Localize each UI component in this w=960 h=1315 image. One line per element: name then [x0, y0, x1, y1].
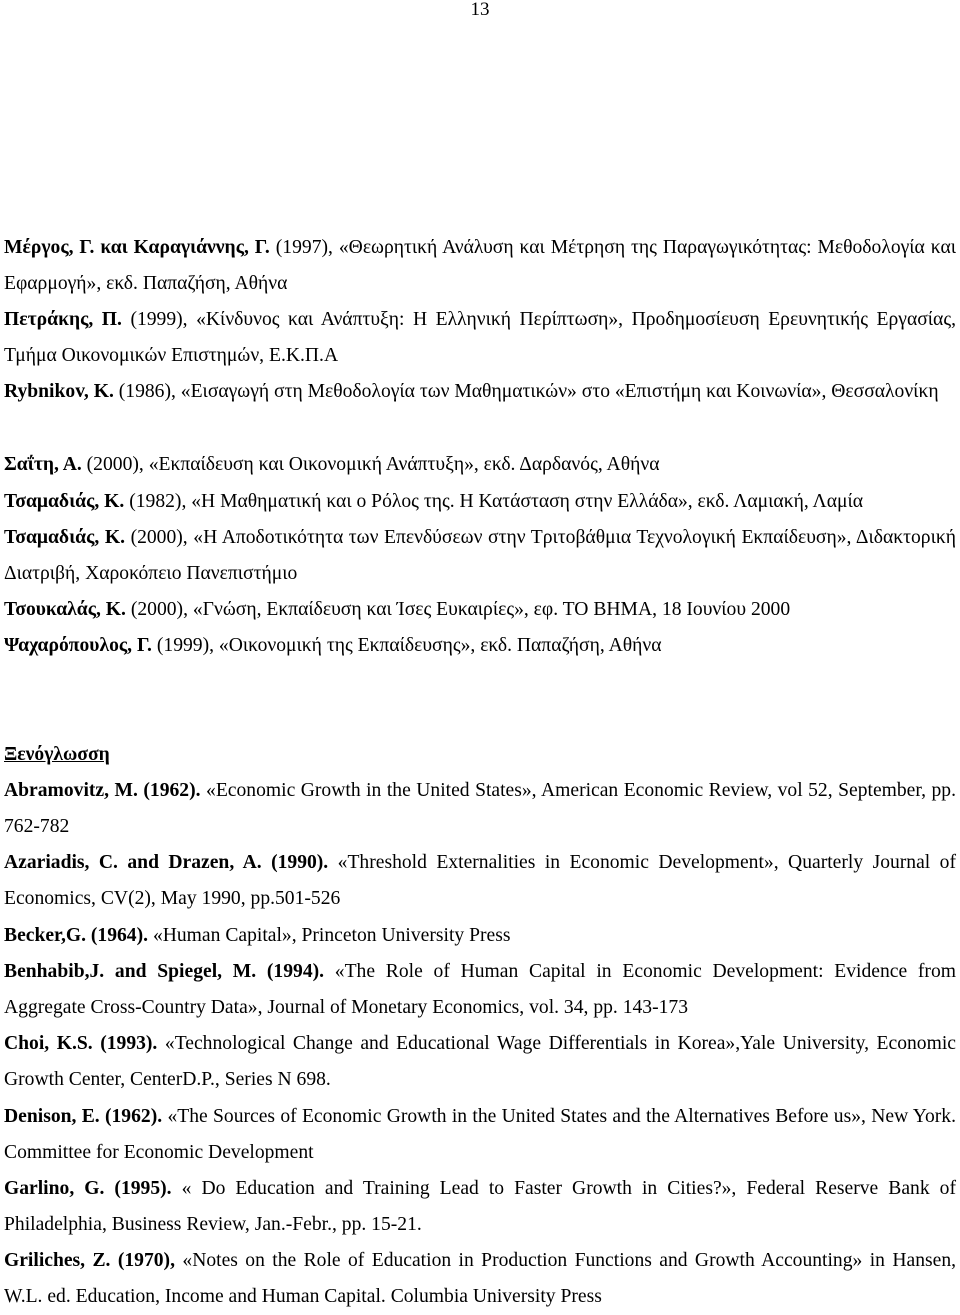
reference-text: «Technological Change and Educational Wage Differentials in Korea»,Yale University, Economic Growth Center, CenterD.P., Series N 698.	[4, 1033, 956, 1090]
reference-entry	[4, 1099, 956, 1171]
reference-author: Azariadis, C. and Drazen, A. (1990).	[4, 852, 329, 873]
reference-text: (2000), «Εκπαίδευση και Οικονομική Ανάπτυξη», εκδ. Δαρδανός, Αθήνα	[86, 454, 660, 475]
page-number: 13	[470, 0, 490, 20]
reference-author: Τσαμαδιάς, Κ.	[4, 491, 125, 512]
reference-entry	[4, 520, 956, 592]
reference-entry	[4, 230, 956, 302]
reference-author: Garlino, G. (1995).	[4, 1178, 172, 1199]
reference-text: «Economic Growth in the United States», American Economic Review, vol 52, September, pp. 762-782	[4, 780, 956, 837]
reference-author: Πετράκης, Π.	[4, 309, 122, 330]
reference-entry	[4, 954, 956, 1026]
reference-entry	[4, 592, 956, 628]
reference-author: Denison, E. (1962).	[4, 1106, 163, 1127]
reference-author: Rybnikov, K.	[4, 381, 114, 402]
reference-entry	[4, 1243, 956, 1315]
reference-text: (1999), «Οικονομική της Εκπαίδευσης», εκδ. Παπαζήση, Αθήνα	[156, 635, 662, 656]
reference-entry	[4, 773, 956, 845]
reference-author: Abramovitz, M. (1962).	[4, 780, 201, 801]
reference-text: «Human Capital», Princeton University Press	[152, 925, 511, 946]
reference-text: «The Sources of Economic Growth in the United States and the Alternatives Before us», New York. Committee for Economic Development	[4, 1106, 956, 1163]
reference-entry	[4, 845, 956, 917]
reference-entry	[4, 628, 956, 664]
reference-author: Τσαμαδιάς, Κ.	[4, 527, 125, 548]
reference-author: Ψαχαρόπουλος, Γ.	[4, 635, 152, 656]
reference-text: (1997), «Θεωρητική Ανάλυση και Μέτρηση της Παραγωγικότητας: Μεθοδολογία και Εφαρμογή», εκδ. Παπαζήση, Αθήνα	[4, 237, 957, 294]
reference-entry	[4, 1171, 956, 1243]
reference-author: Griliches, Z. (1970),	[4, 1250, 175, 1271]
reference-text: (1982), «Η Μαθηματική και ο Ρόλος της. Η Κατάσταση στην Ελλάδα», εκδ. Λαμιακή, Λαμία	[129, 491, 864, 512]
reference-author: Benhabib,J. and Spiegel, M. (1994).	[4, 961, 325, 982]
reference-text: (2000), «Γνώση, Εκπαίδευση και Ίσες Ευκαιρίες», εφ. ΤΟ ΒΗΜΑ, 18 Ιουνίου 2000	[130, 599, 791, 620]
reference-entry	[4, 374, 956, 410]
reference-text: (1986), «Εισαγωγή στη Μεθοδολογία των Μαθηματικών» στο «Επιστήμη και Κοινωνία», Θεσσαλονίκη	[118, 381, 939, 402]
reference-author: Μέργος, Γ. και Καραγιάννης, Γ.	[4, 237, 270, 258]
reference-entry	[4, 447, 956, 483]
section-heading: Ξενόγλωσση	[4, 744, 110, 765]
reference-entry	[4, 1026, 956, 1098]
reference-text: (1999), «Κίνδυνος και Ανάπτυξη: Η Ελληνική Περίπτωση», Προδημοσίευση Ερευνητικής Εργασίας, Τμήμα Οικονομικών Επιστημών, Ε.Κ.Π.Α	[4, 309, 956, 366]
reference-entry	[4, 484, 956, 520]
reference-text: «The Role of Human Capital in Economic Development: Evidence from Aggregate Cross-Country Data», Journal of Monetary Economics, vol. 34, pp. 143-173	[4, 961, 956, 1018]
reference-text: « Do Education and Training Lead to Faster Growth in Cities?», Federal Reserve Bank of Philadelphia, Business Review, Jan.-Febr., pp. 15-21.	[4, 1178, 957, 1235]
reference-author: Choi, K.S. (1993).	[4, 1033, 158, 1054]
reference-entry	[4, 302, 956, 374]
reference-author: Becker,G. (1964).	[4, 925, 149, 946]
reference-entry	[4, 918, 956, 954]
reference-author: Τσουκαλάς, Κ.	[4, 599, 126, 620]
reference-text: «Threshold Externalities in Economic Development», Quarterly Journal of Economics, CV(2), May 1990, pp.501-526	[4, 852, 957, 909]
reference-text: (2000), «Η Αποδοτικότητα των Επενδύσεων στην Τριτοβάθμια Τεχνολογική Εκπαίδευση», Διδακτορική Διατριβή, Χαροκόπειο Πανεπιστήμιο	[4, 527, 956, 584]
reference-text: «Notes on the Role of Education in Production Functions and Growth Accounting» in Hansen, W.L. ed. Education, Income and Human Capital. Columbia University Press	[4, 1250, 957, 1307]
reference-author: Σαΐτη, Α.	[4, 454, 82, 475]
